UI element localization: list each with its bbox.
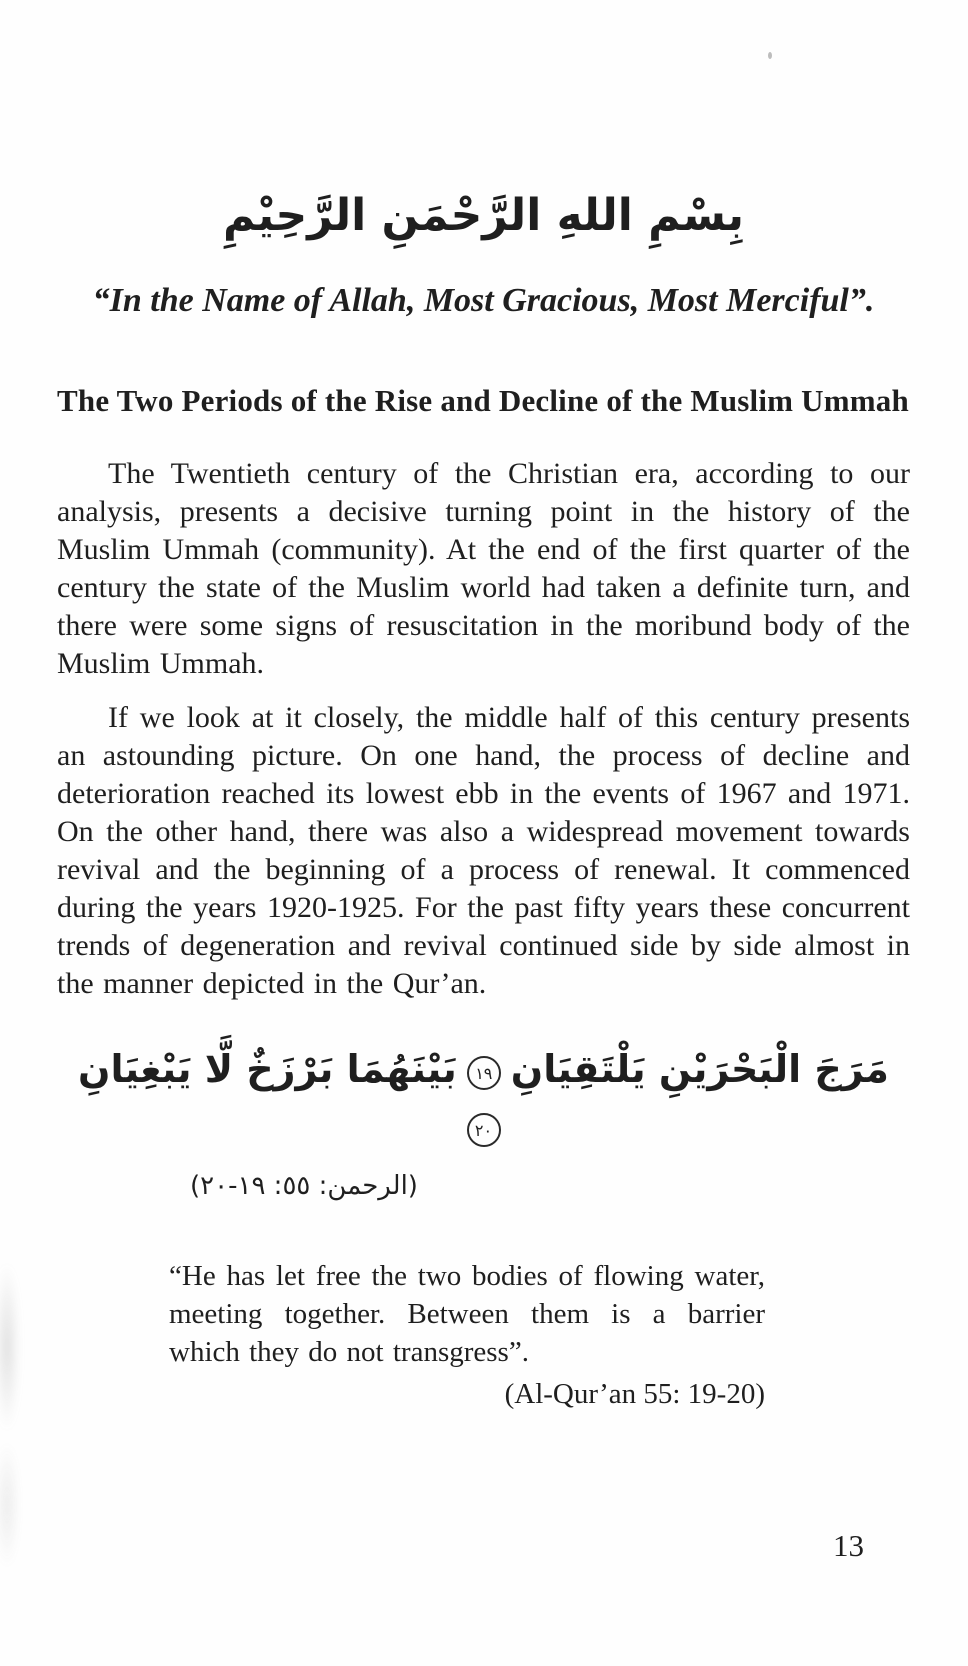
scan-smudge [0, 1440, 20, 1570]
bismillah-arabic: بِسْمِ اللهِ الرَّحْمَنِ الرَّحِيْمِ [223, 190, 744, 241]
body-paragraph-2: If we look at it closely, the middle half of this century presents an astounding picture. On one hand, the process of decline and deterioration reached its lowest ebb in the events of 1967 and 1971. On the other hand, there was also a widespread movement towards revival and the beginning of a process of renewal. It commenced during the years 1920-1925. For the past fifty years these concurrent trends of degeneration and revival continued side by side almost in the manner depicted in the Qur’an. [57, 701, 910, 1001]
verse-citation-arabic: (الرحمن: ٥٥: ١٩-٢٠) [190, 1171, 418, 1202]
bismillah-translation: “In the Name of Allah, Most Gracious, Most Merciful”. [92, 282, 875, 320]
page-number: 13 [833, 1528, 864, 1563]
ayah-end-marker-19: ١٩ [467, 1056, 501, 1090]
ayah-end-marker-20: ٢٠ [467, 1113, 501, 1147]
verse-translation-text: “He has let free the two bodies of flowing water, meeting together. Between them is a barrier which they do not transgress”. [169, 1260, 765, 1369]
scan-smudge [0, 1262, 20, 1432]
verse-text-part-2: بَيْنَهُمَا بَرْزَخٌ لَّا يَبْغِيَانِ [78, 1047, 457, 1092]
body-paragraph-1: The Twentieth century of the Christian era, according to our analysis, presents a decisive turning point in the history of the Muslim Ummah (community). At the end of the first quarter of the century the state of the Muslim world had taken a definite turn, and there were some signs of resuscitation in the moribund body of the Muslim Ummah. [57, 457, 910, 681]
quran-verse-arabic [57, 1041, 910, 1155]
translation-quote-block [169, 1257, 765, 1411]
verse-translation-attribution: (Al-Qur’an 55: 19-20) [504, 1378, 765, 1411]
scan-speck [768, 52, 772, 59]
verse-text-part-1: مَرَجَ الْبَحْرَيْنِ يَلْتَقِيَانِ [510, 1047, 889, 1092]
section-heading: The Two Periods of the Rise and Decline of the Muslim Ummah [57, 383, 909, 419]
